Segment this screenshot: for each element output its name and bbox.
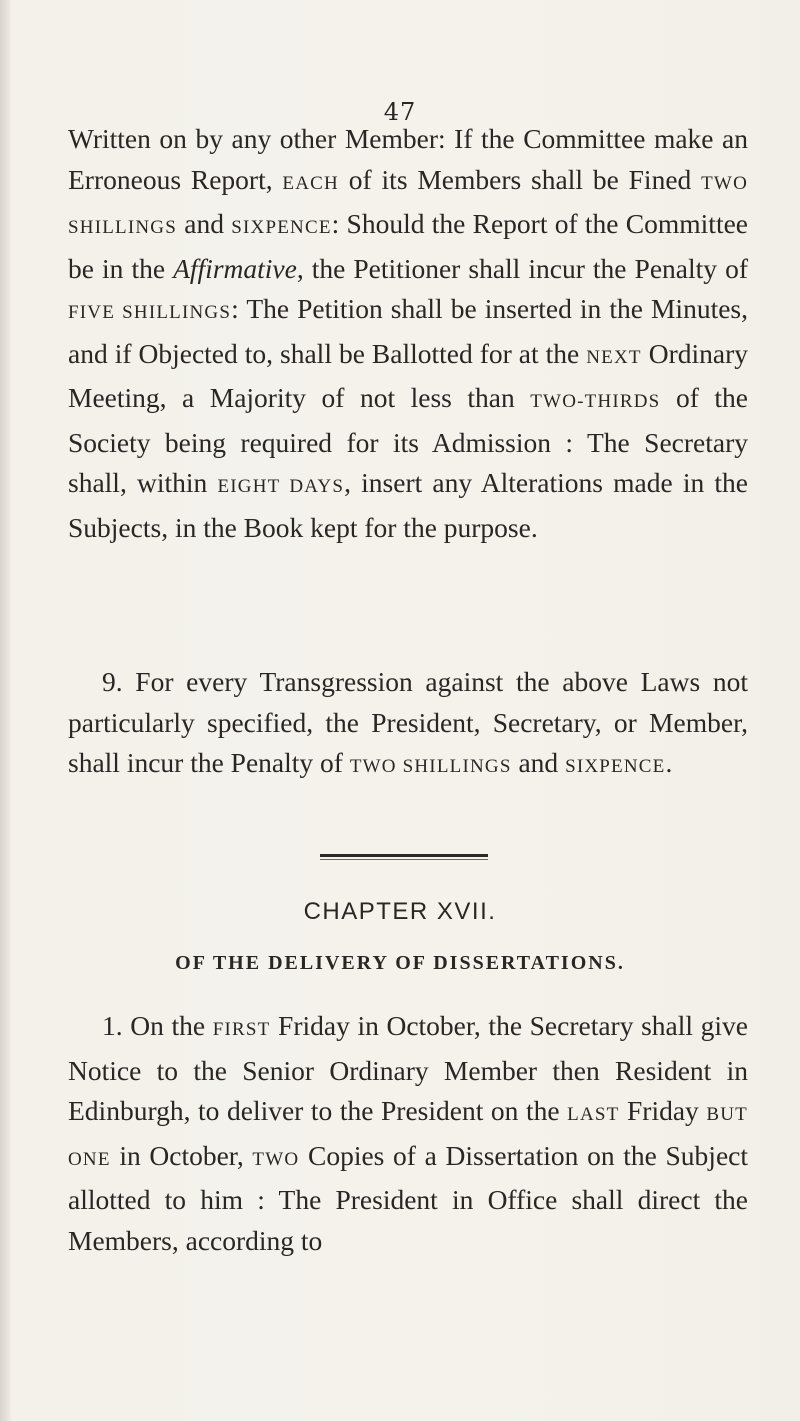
page-gutter-shadow — [0, 0, 10, 1421]
small-caps-each: EACH — [282, 172, 339, 194]
chapter-heading: CHAPTER XVII. — [303, 898, 497, 925]
small-caps-eight-days: EIGHT DAYS — [217, 476, 345, 497]
article-1 — [68, 1006, 748, 1261]
article-1-text: 1. On the FIRST Friday in October, the Secretary shall give Notice to the Senior Ordinary Member then Resident in Edinburgh, to deliver to the President on the LAST Friday BUT ONE in October, TWO Copies of a Dissertation on the Subject allotted to him : The President in Office shall direct the Members, according to — [68, 1010, 749, 1256]
article-9-text: 9. For every Transgression against the above Laws not particularly specified, the President, Secretary, or Member, shall incur the Penalty of TWO SHILLINGS and SIXPENCE. — [68, 666, 748, 778]
paragraph-text: Written on by any other Member: If the Committee make an Erroneous Report, EACH of its Members shall be Fined TWO SHILLINGS and SIXPENCE: Should the Report of the Committee be in the Affirmative, the Petitioner shall incur the Penalty of FIVE SHILLINGS: The Petition shall be inserted in the Minutes, and if Objected to, shall be Ballotted for at the NEXT Ordinary Meeting, a Majority of not less than TWO-THIRDS of the Society being required for its Admission : The Secretary shall, within EIGHT DAYS, insert any Alterations made in the Subjects, in the Book kept for the purpose. — [68, 123, 749, 543]
small-caps-two-shillings: TWO SHILLINGS — [349, 756, 512, 777]
small-caps-but-one: BUT ONE — [68, 1104, 748, 1170]
small-caps-last: LAST — [567, 1104, 620, 1125]
paragraph-continuation — [68, 119, 748, 548]
chapter-title: OF THE DELIVERY OF DISSERTATIONS. — [175, 952, 625, 974]
section-divider-rule — [320, 854, 488, 857]
small-caps-sixpence: SIXPENCE — [565, 756, 666, 777]
small-caps-two-thirds: TWO-THIRDS — [530, 391, 661, 412]
small-caps-two: TWO — [252, 1148, 300, 1170]
small-caps-five-shillings: FIVE SHILLINGS — [68, 302, 232, 323]
page-number: 47 — [383, 98, 417, 126]
small-caps-next: NEXT — [586, 346, 642, 368]
italic-affirmative: Affirmative — [173, 252, 297, 284]
small-caps-two-shillings: TWO SHILLINGS — [68, 172, 748, 238]
small-caps-first: FIRST — [212, 1019, 271, 1040]
article-9 — [68, 662, 748, 788]
small-caps-sixpence: SIXPENCE — [231, 217, 332, 238]
